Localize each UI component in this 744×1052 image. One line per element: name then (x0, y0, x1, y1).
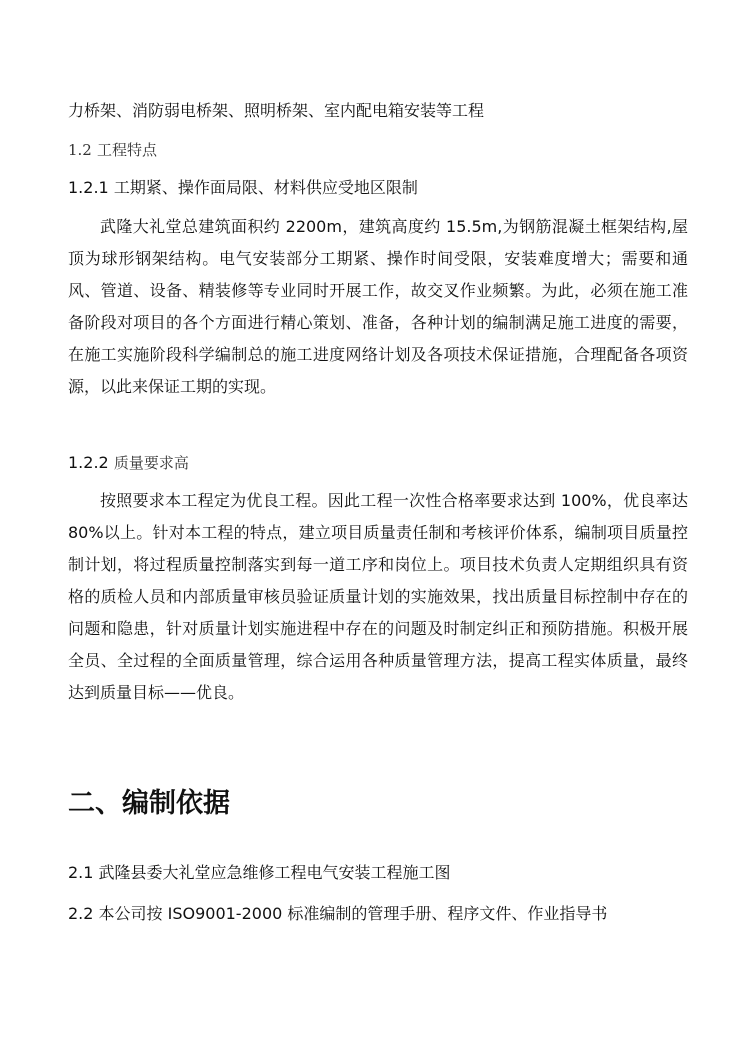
section-1-2-heading (68, 140, 157, 160)
section-1-2-2-paragraph: 按照要求本工程定为优良工程。因此工程一次性合格率要求达到 100%，优良率达 80%以上。针对本工程的特点，建立项目质量责任制和考核评价体系，编制项目质量控制计划，将过程质量控制落实到每一道工序和岗位上。项目技术负责人定期组织具有资格的质检人员和内部质量审核员验证质量计划的实施效果，找出质量目标控制中存在的问题和隐患，针对质量计划实施进程中存在的问题及时制定纠正和预防措施。积极开展全员、全过程的全面质量管理，综合运用各种质量管理方法，提高工程实体质量，最终达到质量目标——优良。 (68, 491, 688, 702)
section-1-2-1-paragraph: 武隆大礼堂总建筑面积约 2200m，建筑高度约 15.5m,为钢筋混凝土框架结构,屋顶为球形钢架结构。电气安装部分工期紧、操作时间受限，安装难度增大；需要和通风、管道、设备、精装修等专业同时开展工作，故交叉作业频繁。为此，必须在施工准备阶段对项目的各个方面进行精心策划、准备，各种计划的编制满足施工进度的需要，在施工实施阶段科学编制总的施工进度网络计划及各项技术保证措施，合理配备各项资源，以此来保证工期的实现。 (68, 217, 688, 396)
reference-item: 2.2 本公司按 ISO9001-2000 标准编制的管理手册、程序文件、作业指导书 (68, 904, 608, 923)
section-number: 1.2.2 (68, 453, 109, 472)
section-title: 质量要求高 (113, 454, 189, 472)
chapter-2-heading: 二、编制依据 (68, 788, 230, 819)
continued-line: 力桥架、消防弱电桥架、照明桥架、室内配电箱安装等工程 (68, 101, 485, 120)
section-title: 工期紧、操作面局限、材料供应受地区限制 (113, 178, 418, 197)
section-number: 1.2.1 (68, 178, 109, 197)
section-title: 工程特点 (96, 141, 157, 159)
section-1-2-2-heading (68, 453, 189, 473)
section-1-2-1-heading (68, 178, 418, 198)
section-number: 1.2 (68, 141, 92, 159)
reference-item: 2.1 武隆县委大礼堂应急维修工程电气安装工程施工图 (68, 863, 451, 882)
